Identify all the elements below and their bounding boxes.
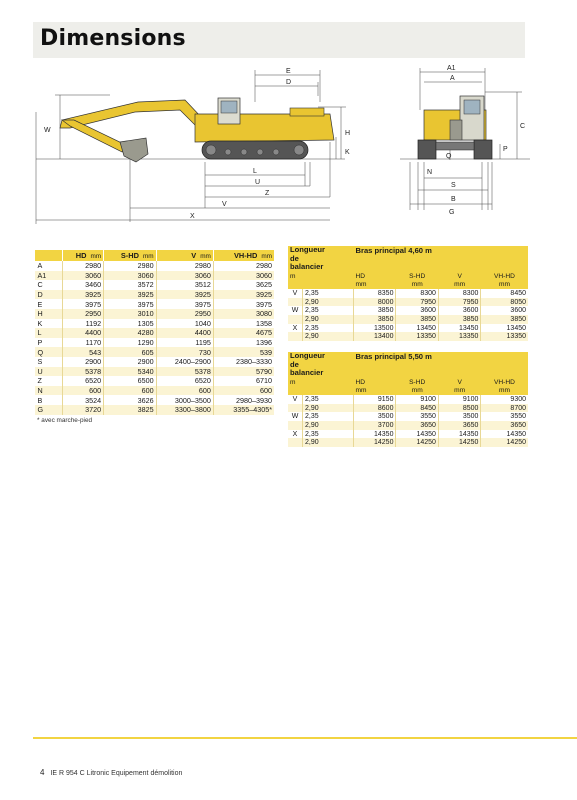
table-cell: 14350 bbox=[396, 430, 438, 439]
table-cell: 13350 bbox=[396, 332, 438, 341]
table-row bbox=[288, 395, 528, 404]
row-label: A1 bbox=[35, 271, 63, 281]
table-cell: 14250 bbox=[438, 438, 480, 447]
group-label: X bbox=[288, 430, 303, 439]
table-row bbox=[35, 338, 275, 348]
table-cell: 3650 bbox=[481, 421, 528, 430]
balancier-length: 2,35 bbox=[303, 412, 354, 421]
table-cell: 3060 bbox=[156, 271, 213, 281]
dim-label-h: H bbox=[345, 130, 351, 137]
table-title-row: Longueur de balancier Bras principal 5,50 m bbox=[288, 352, 528, 378]
table-cell: 6710 bbox=[213, 376, 274, 386]
table-row bbox=[35, 290, 275, 300]
dim-label-d: D bbox=[286, 79, 292, 86]
table-cell: 730 bbox=[156, 347, 213, 357]
group-label: W bbox=[288, 412, 303, 421]
table-cell: 4400 bbox=[62, 328, 104, 338]
units-row: m HD S-HD V VH-HD bbox=[288, 272, 528, 281]
table-cell: 8300 bbox=[396, 289, 438, 298]
table-row bbox=[288, 298, 528, 307]
dim-label-k: K bbox=[345, 149, 350, 156]
table-cell: 7950 bbox=[396, 298, 438, 307]
table-cell: 600 bbox=[104, 386, 156, 396]
balancier-length: 2,90 bbox=[303, 421, 354, 430]
table-cell: 1170 bbox=[62, 338, 104, 348]
table-cell: 13400 bbox=[354, 332, 396, 341]
table-cell: 3925 bbox=[213, 290, 274, 300]
balancier-length: 2,35 bbox=[303, 289, 354, 298]
table-cell: 3500 bbox=[354, 412, 396, 421]
table-cell: 8600 bbox=[354, 404, 396, 413]
table-cell: 8300 bbox=[438, 289, 480, 298]
table-cell: 5378 bbox=[156, 367, 213, 377]
table-cell: 3500 bbox=[438, 412, 480, 421]
table-row bbox=[35, 309, 275, 319]
dim-label-n: N bbox=[427, 169, 433, 176]
table-cell: 14250 bbox=[354, 438, 396, 447]
table-cell: 5790 bbox=[213, 367, 274, 377]
bras-460-table bbox=[288, 246, 528, 341]
table-cell: 3925 bbox=[104, 290, 156, 300]
balancier-length: 2,35 bbox=[303, 395, 354, 404]
table-cell: 3600 bbox=[481, 306, 528, 315]
table-cell: 3572 bbox=[104, 280, 156, 290]
table-row bbox=[35, 271, 275, 281]
table-cell: 13350 bbox=[438, 332, 480, 341]
row-label: S bbox=[35, 357, 63, 367]
table-cell: 1305 bbox=[104, 319, 156, 329]
table-row bbox=[35, 347, 275, 357]
balancier-length: 2,90 bbox=[303, 298, 354, 307]
table-cell: 8450 bbox=[481, 289, 528, 298]
table-cell: 3060 bbox=[62, 271, 104, 281]
balancier-length: 2,90 bbox=[303, 332, 354, 341]
table-cell: 3460 bbox=[62, 280, 104, 290]
table-cell: 3600 bbox=[396, 306, 438, 315]
table-cell: 2980 bbox=[213, 261, 274, 271]
group-label bbox=[288, 421, 303, 430]
table-cell: 6520 bbox=[62, 376, 104, 386]
table-cell: 3300–3800 bbox=[156, 405, 213, 415]
dim-label-x: X bbox=[190, 213, 195, 220]
table-cell: 13450 bbox=[438, 324, 480, 333]
table-row bbox=[35, 280, 275, 290]
table-cell: 2980 bbox=[104, 261, 156, 271]
table-cell: 600 bbox=[62, 386, 104, 396]
col-header: S-HD mm bbox=[104, 250, 156, 261]
excavator-front-view bbox=[418, 96, 492, 159]
row-label: L bbox=[35, 328, 63, 338]
table-cell: 1040 bbox=[156, 319, 213, 329]
table-cell: 1195 bbox=[156, 338, 213, 348]
row-label: E bbox=[35, 299, 63, 309]
dimensions-table-header bbox=[35, 250, 275, 261]
group-label bbox=[288, 438, 303, 447]
table-cell: 2900 bbox=[104, 357, 156, 367]
row-label: P bbox=[35, 338, 63, 348]
footer-rule bbox=[33, 737, 577, 739]
table-cell: 1192 bbox=[62, 319, 104, 329]
balancier-length: 2,35 bbox=[303, 430, 354, 439]
row-label: B bbox=[35, 395, 63, 405]
table-cell: 7950 bbox=[438, 298, 480, 307]
table-cell: 13500 bbox=[354, 324, 396, 333]
table-cell: 6500 bbox=[104, 376, 156, 386]
table-cell: 5340 bbox=[104, 367, 156, 377]
table-cell: 13450 bbox=[481, 324, 528, 333]
table-cell: 3626 bbox=[104, 395, 156, 405]
table-cell: 4675 bbox=[213, 328, 274, 338]
table-cell: 3975 bbox=[156, 299, 213, 309]
table-cell: 1358 bbox=[213, 319, 274, 329]
table-cell: 9100 bbox=[396, 395, 438, 404]
table-cell: 13350 bbox=[481, 332, 528, 341]
table-cell: 2980 bbox=[62, 261, 104, 271]
table-row bbox=[288, 315, 528, 324]
dim-label-c: C bbox=[520, 123, 526, 130]
table-cell: 14350 bbox=[481, 430, 528, 439]
dim-label-w: W bbox=[44, 127, 51, 134]
table-cell: 13450 bbox=[396, 324, 438, 333]
table-cell: 1290 bbox=[104, 338, 156, 348]
table-cell: 3550 bbox=[396, 412, 438, 421]
table-cell: 3550 bbox=[481, 412, 528, 421]
table-row bbox=[35, 386, 275, 396]
table-cell: 1396 bbox=[213, 338, 274, 348]
table-cell: 4280 bbox=[104, 328, 156, 338]
dim-label-p: P bbox=[503, 146, 508, 153]
table-row bbox=[288, 306, 528, 315]
table-cell: 8450 bbox=[396, 404, 438, 413]
table-cell: 8000 bbox=[354, 298, 396, 307]
table-row bbox=[288, 404, 528, 413]
table-cell: 600 bbox=[213, 386, 274, 396]
table-title: Bras principal 4,60 m bbox=[354, 246, 529, 272]
table-row bbox=[35, 395, 275, 405]
table-row bbox=[35, 357, 275, 367]
table-cell: 3355–4305* bbox=[213, 405, 274, 415]
row-label: D bbox=[35, 290, 63, 300]
table-cell: 9150 bbox=[354, 395, 396, 404]
group-label bbox=[288, 404, 303, 413]
table-cell: 3010 bbox=[104, 309, 156, 319]
table-cell: 3512 bbox=[156, 280, 213, 290]
table-cell: 3850 bbox=[438, 315, 480, 324]
table-row bbox=[35, 405, 275, 415]
table-cell: 3060 bbox=[104, 271, 156, 281]
table-cell: 3925 bbox=[156, 290, 213, 300]
group-label: X bbox=[288, 324, 303, 333]
table-cell: 543 bbox=[62, 347, 104, 357]
table-cell: 2950 bbox=[62, 309, 104, 319]
dim-label-z: Z bbox=[265, 190, 270, 197]
table-cell: 2950 bbox=[156, 309, 213, 319]
footnote: * avec marche-pied bbox=[37, 417, 93, 424]
excavator-side-view bbox=[60, 98, 334, 162]
dim-label-g: G bbox=[449, 209, 455, 216]
table-row bbox=[288, 438, 528, 447]
table-cell: 3975 bbox=[104, 299, 156, 309]
table-row bbox=[35, 376, 275, 386]
table-cell: 9100 bbox=[438, 395, 480, 404]
dimensions-table bbox=[34, 250, 274, 415]
col-header: VH-HD mm bbox=[213, 250, 274, 261]
table-cell: 2980–3930 bbox=[213, 395, 274, 405]
group-label: V bbox=[288, 395, 303, 404]
table-cell: 3000–3500 bbox=[156, 395, 213, 405]
units-row: m HD S-HD V VH-HD bbox=[288, 378, 528, 387]
dim-label-e: E bbox=[286, 68, 291, 75]
table-cell: 600 bbox=[156, 386, 213, 396]
group-label bbox=[288, 332, 303, 341]
table-cell: 14350 bbox=[354, 430, 396, 439]
col-header: HD mm bbox=[62, 250, 104, 261]
table-row bbox=[288, 332, 528, 341]
table-title-row: Longueur de balancier Bras principal 4,60 m bbox=[288, 246, 528, 272]
table-cell: 3825 bbox=[104, 405, 156, 415]
group-label: V bbox=[288, 289, 303, 298]
table-cell: 3524 bbox=[62, 395, 104, 405]
table-row bbox=[35, 319, 275, 329]
table-row bbox=[288, 421, 528, 430]
table-title: Bras principal 5,50 m bbox=[354, 352, 529, 378]
table-cell: 3850 bbox=[396, 315, 438, 324]
balancier-length: 2,35 bbox=[303, 306, 354, 315]
group-label: W bbox=[288, 306, 303, 315]
row-label: G bbox=[35, 405, 63, 415]
page-footer bbox=[40, 768, 182, 777]
table-cell: 4400 bbox=[156, 328, 213, 338]
table-cell: 8050 bbox=[481, 298, 528, 307]
table-row bbox=[35, 261, 275, 271]
balancier-length: 2,90 bbox=[303, 438, 354, 447]
row-label: H bbox=[35, 309, 63, 319]
table-cell: 9300 bbox=[481, 395, 528, 404]
row-label: A bbox=[35, 261, 63, 271]
dim-label-a: A bbox=[450, 75, 455, 82]
dim-label-a1: A1 bbox=[447, 65, 456, 72]
table-row bbox=[35, 367, 275, 377]
table-cell: 14250 bbox=[396, 438, 438, 447]
table-cell: 3850 bbox=[354, 306, 396, 315]
table-cell: 14350 bbox=[438, 430, 480, 439]
dim-label-b: B bbox=[451, 196, 456, 203]
dim-label-v: V bbox=[222, 201, 227, 208]
row-label: K bbox=[35, 319, 63, 329]
table-cell: 3925 bbox=[62, 290, 104, 300]
group-label bbox=[288, 315, 303, 324]
col-header: V mm bbox=[156, 250, 213, 261]
units-row: mm mm mm mm bbox=[288, 280, 528, 289]
row-label: N bbox=[35, 386, 63, 396]
table-cell: 8700 bbox=[481, 404, 528, 413]
table-row bbox=[288, 324, 528, 333]
table-cell: 3650 bbox=[396, 421, 438, 430]
table-row bbox=[288, 430, 528, 439]
table-cell: 3850 bbox=[481, 315, 528, 324]
table-cell: 2900 bbox=[62, 357, 104, 367]
row-label: Q bbox=[35, 347, 63, 357]
table-cell: 3720 bbox=[62, 405, 104, 415]
footer-text: IE R 954 C Litronic Equipement démolition bbox=[50, 770, 183, 777]
table-cell: 3650 bbox=[438, 421, 480, 430]
table-cell: 8350 bbox=[354, 289, 396, 298]
row-label: U bbox=[35, 367, 63, 377]
table-cell: 3600 bbox=[438, 306, 480, 315]
page-number: 4 bbox=[40, 768, 45, 777]
dim-label-q: Q bbox=[446, 153, 452, 160]
table-row bbox=[35, 299, 275, 309]
balancier-length: 2,35 bbox=[303, 324, 354, 333]
balancier-length: 2,90 bbox=[303, 404, 354, 413]
page-title: Dimensions bbox=[40, 26, 186, 51]
table-cell: 2380–3330 bbox=[213, 357, 274, 367]
table-cell: 6520 bbox=[156, 376, 213, 386]
table-cell: 3625 bbox=[213, 280, 274, 290]
table-cell: 3080 bbox=[213, 309, 274, 319]
table-row bbox=[288, 289, 528, 298]
table-cell: 3700 bbox=[354, 421, 396, 430]
dim-label-s: S bbox=[451, 182, 456, 189]
table-cell: 3850 bbox=[354, 315, 396, 324]
table-cell: 605 bbox=[104, 347, 156, 357]
table-cell: 8500 bbox=[438, 404, 480, 413]
table-cell: 3975 bbox=[62, 299, 104, 309]
units-row: mm mm mm mm bbox=[288, 386, 528, 395]
table-row bbox=[288, 412, 528, 421]
table-row bbox=[35, 328, 275, 338]
balancier-length: 2,90 bbox=[303, 315, 354, 324]
table-cell: 14250 bbox=[481, 438, 528, 447]
excavator-dimension-drawing bbox=[0, 62, 577, 242]
row-label: C bbox=[35, 280, 63, 290]
table-cell: 3975 bbox=[213, 299, 274, 309]
bras-550-table bbox=[288, 352, 528, 447]
table-cell: 2980 bbox=[156, 261, 213, 271]
table-cell: 5378 bbox=[62, 367, 104, 377]
table-cell: 2400–2900 bbox=[156, 357, 213, 367]
row-label: Z bbox=[35, 376, 63, 386]
table-cell: 3060 bbox=[213, 271, 274, 281]
group-label bbox=[288, 298, 303, 307]
table-cell: 539 bbox=[213, 347, 274, 357]
dim-label-l: L bbox=[253, 168, 257, 175]
dim-label-u: U bbox=[255, 179, 261, 186]
